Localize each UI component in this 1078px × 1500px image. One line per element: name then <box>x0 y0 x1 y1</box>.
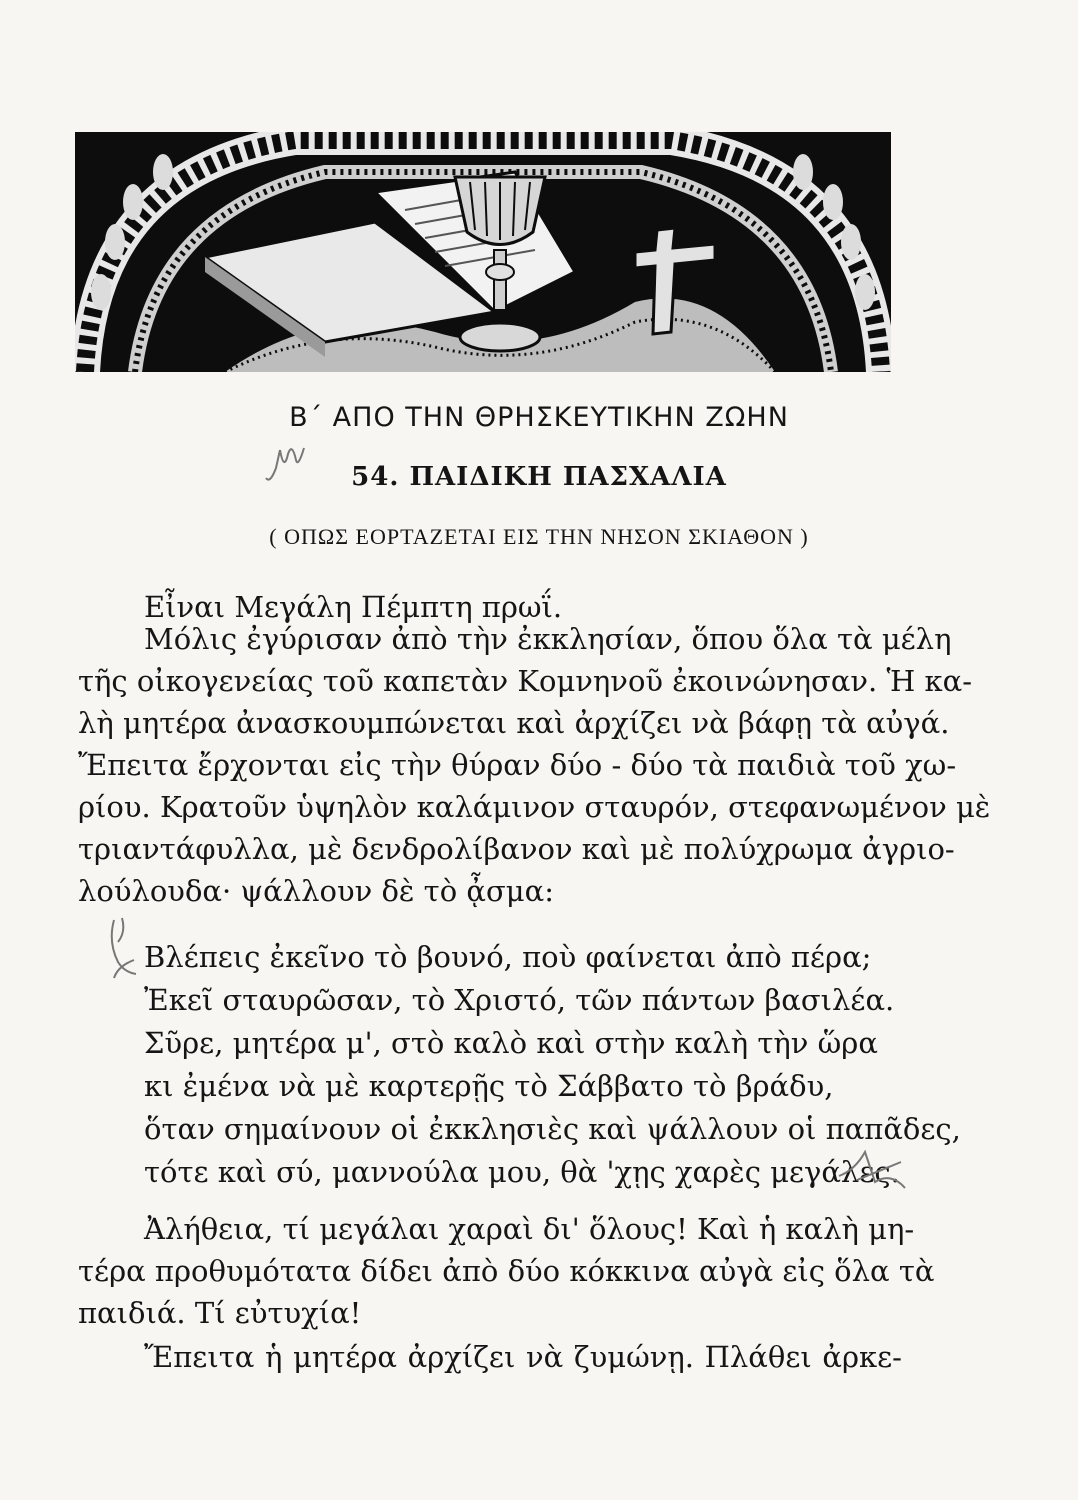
poem-line: τότε καὶ σύ, μαννούλα μου, θὰ 'χῃς χαρὲς μεγάλες. <box>144 1155 900 1189</box>
chapter-title: 54. ΠΑΙΔΙΚΗ ΠΑΣΧΑΛΙΑ <box>351 462 727 492</box>
poem-line: κι ἐμένα νὰ μὲ καρτερῇς τὸ Σάββατο τὸ βράδυ, <box>144 1069 834 1103</box>
handwritten-check-icon <box>835 1142 915 1202</box>
paragraph-line: Ἔπειτα ἡ μητέρα ἀρχίζει νὰ ζυμώνῃ. Πλάθει ἀρκε- <box>144 1340 902 1374</box>
paragraph-line: τῆς οἰκογενείας τοῦ καπετὰν Κομνηνοῦ ἐκοινώνησαν. Ἡ κα- <box>78 664 972 698</box>
paragraph-line: ρίου. Κρατοῦν ὑψηλὸν καλάμινον σταυρόν, στεφανωμένον μὲ <box>78 790 991 824</box>
chalice-book-cross-illustration <box>75 132 891 372</box>
poem-line: Βλέπεις ἐκεῖνο τὸ βουνό, ποὺ φαίνεται ἀπὸ πέρα; <box>144 940 872 974</box>
paragraph-line: Ἔπειτα ἔρχονται εἰς τὴν θύραν δύο - δύο τὰ παιδιὰ τοῦ χω- <box>78 748 957 782</box>
paragraph-line: τέρα προθυμότατα δίδει ἀπὸ δύο κόκκινα αὐγὰ εἰς ὅλα τὰ <box>78 1254 935 1288</box>
paragraph-line: λούλουδα· ψάλλουν δὲ τὸ ᾆσμα: <box>78 874 554 908</box>
paragraph-line: λὴ μητέρα ἀνασκουμπώνεται καὶ ἀρχίζει νὰ βάφῃ τὰ αὐγά. <box>78 706 950 740</box>
paragraph-line: Ἀλήθεια, τί μεγάλαι χαραὶ δι' ὅλους! Καὶ ἡ καλὴ μη- <box>144 1212 915 1246</box>
paragraph-line: παιδιά. Τί εὐτυχία! <box>78 1296 362 1330</box>
paragraph-line: τριαντάφυλλα, μὲ δενδρολίβανον καὶ μὲ πολύχρωμα ἀγριο- <box>78 832 955 866</box>
section-heading: Β΄ ΑΠΟ ΤΗΝ ΘΡΗΣΚΕΥΤΙΚΗΝ ΖΩΗΝ <box>289 402 789 433</box>
handwritten-bracket-icon <box>104 912 144 982</box>
poem-line: ὅταν σημαίνουν οἱ ἐκκλησιὲς καὶ ψάλλουν οἱ παπᾶδες, <box>144 1112 961 1146</box>
poem-line: Σῦρε, μητέρα μ', στὸ καλὸ καὶ στὴν καλὴ τὴν ὥρα <box>144 1026 878 1060</box>
paragraph-line: Μόλις ἐγύρισαν ἀπὸ τὴν ἐκκλησίαν, ὅπου ὅλα τὰ μέλη <box>144 622 952 656</box>
paragraph-line: Εἶναι Μεγάλη Πέμπτη πρωΐ. <box>144 590 563 624</box>
chapter-subtitle: ( ΟΠΩΣ ΕΟΡΤΑΖΕΤΑΙ ΕΙΣ ΤΗΝ ΝΗΣΟΝ ΣΚΙΑΘΟΝ ) <box>269 524 809 549</box>
poem-line: Ἐκεῖ σταυρῶσαν, τὸ Χριστό, τῶν πάντων βασιλέα. <box>144 983 895 1017</box>
banner-illustration <box>75 132 891 372</box>
